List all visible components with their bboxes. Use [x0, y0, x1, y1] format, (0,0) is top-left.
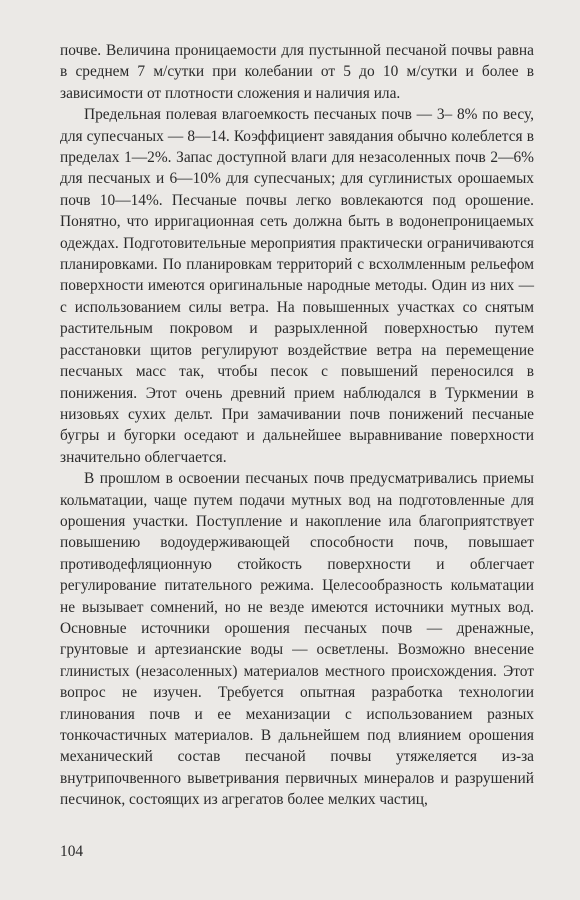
page-number: 104 — [60, 843, 84, 860]
paragraph-3: В прошлом в освоении песчаных почв предусматривались приемы кольматации, чаще путем подачи мутных вод на подготовленные для орошения участки. Поступление и накопление ила благоприятствует повышению водоудерживающей способности почв, повышает противодефляционную стойкость поверхности и облегчает регулирование питательного режима. Целесообразность кольматации не вызывает сомнений, но не везде имеются источники мутных вод. Основные источники орошения песчаных почв — дренажные, грунтовые и артезианские воды — осветлены. Возможно внесение глинистых (незасоленных) материалов местного происхождения. Этот вопрос не изучен. Требуется опытная разработка технологии глинования почв и ее механизации с использованием разных тонкочастичных материалов. В дальнейшем под влиянием орошения механический состав песчаной почвы утяжеляется из-за внутрипочвенного выветривания первичных минералов и разрушений песчинок, состоящих из агрегатов более мелких частиц, — [60, 470, 534, 809]
book-page — [60, 40, 534, 860]
body-text — [60, 40, 534, 811]
paragraph-1: почве. Величина проницаемости для пустынной песчаной почвы равна в среднем 7 м/сутки при колебании от 5 до 10 м/сутки и более в зависимости от плотности сложения и наличия ила. — [60, 42, 534, 102]
paragraph-2: Предельная полевая влагоемкость песчаных почв — 3– 8% по весу, для супесчаных — 8—14. Коэффициент завядания обычно колеблется в пределах 1—2%. Запас доступной влаги для незасоленных почв 2—6% для песчаных и 6—10% для супесчаных; для суглинистых орошаемых почв 10—14%. Песчаные почвы легко вовлекаются под орошение. Понятно, что ирригационная сеть должна быть в водонепроницаемых одеждах. Подготовительные мероприятия практически ограничиваются планировками. По планировкам территорий с всхолмленным рельефом поверхности имеются оригинальные народные методы. Один из них — с использованием силы ветра. На повышенных участках со снятым растительным покровом и разрыхленной поверхностью путем расстановки щитов регулируют воздействие ветра на перемещение песчаных масс так, чтобы песок с повышений переносился в понижения. Этот очень древний прием наблюдался в Туркмении в низовьях сухих дельт. При замачивании почв понижений песчаные бугры и бугорки оседают и дальнейшее выравнивание поверхности значительно облегчается. — [60, 106, 534, 466]
